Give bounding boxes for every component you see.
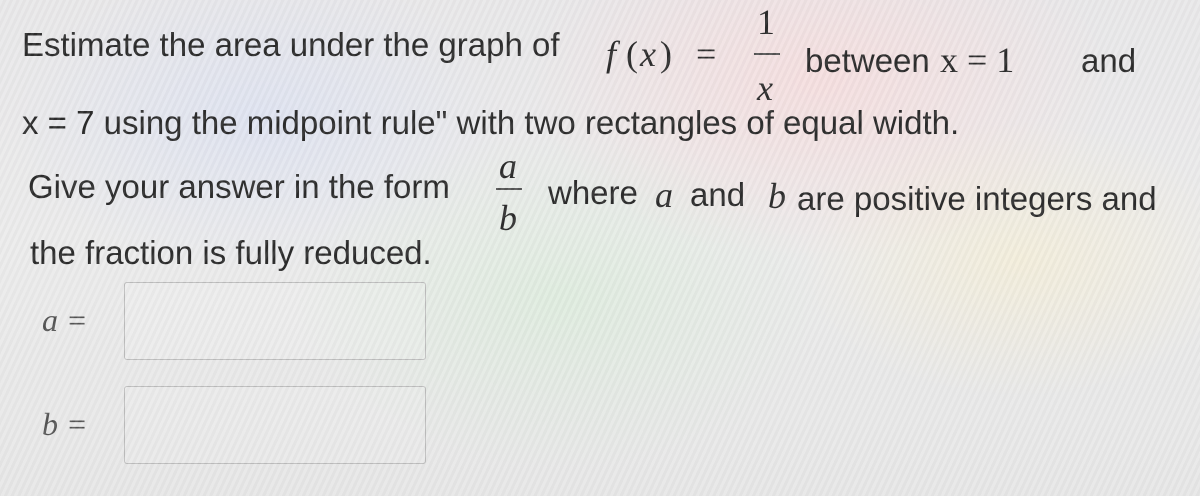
function-close-paren: ): [660, 34, 672, 74]
function-open-paren: (: [626, 34, 638, 74]
function-variable: x: [640, 34, 656, 74]
form-numerator: a: [499, 146, 517, 186]
answer-b-label: b =: [42, 406, 88, 442]
question-line4: the fraction is fully reduced.: [30, 234, 432, 271]
and-text: and: [1081, 42, 1137, 79]
where-text: where: [548, 174, 638, 211]
answer-a-input[interactable]: [124, 282, 426, 360]
equals-sign: =: [696, 34, 717, 74]
question-line1-intro: Estimate the area under the graph of: [22, 26, 560, 63]
function-name: f: [606, 34, 617, 74]
variable-a: a: [655, 175, 673, 215]
question-line3-rest: are positive integers and: [797, 180, 1157, 217]
question-line2: x = 7 using the midpoint rule" with two rectangles of equal width.: [22, 104, 960, 141]
fraction-denominator: x: [757, 68, 773, 108]
form-denominator: b: [499, 198, 517, 238]
and-text-2: and: [690, 176, 746, 213]
lower-bound-expression: x = 1: [940, 40, 1015, 80]
fraction-numerator: 1: [757, 2, 775, 42]
form-fraction-bar: [496, 188, 522, 190]
answer-a-label: a =: [42, 302, 88, 338]
fraction-bar: [754, 53, 780, 55]
between-text: between: [805, 42, 930, 79]
variable-b: b: [768, 176, 786, 216]
question-line3-intro: Give your answer in the form: [28, 168, 450, 205]
answer-b-input[interactable]: [124, 386, 426, 464]
